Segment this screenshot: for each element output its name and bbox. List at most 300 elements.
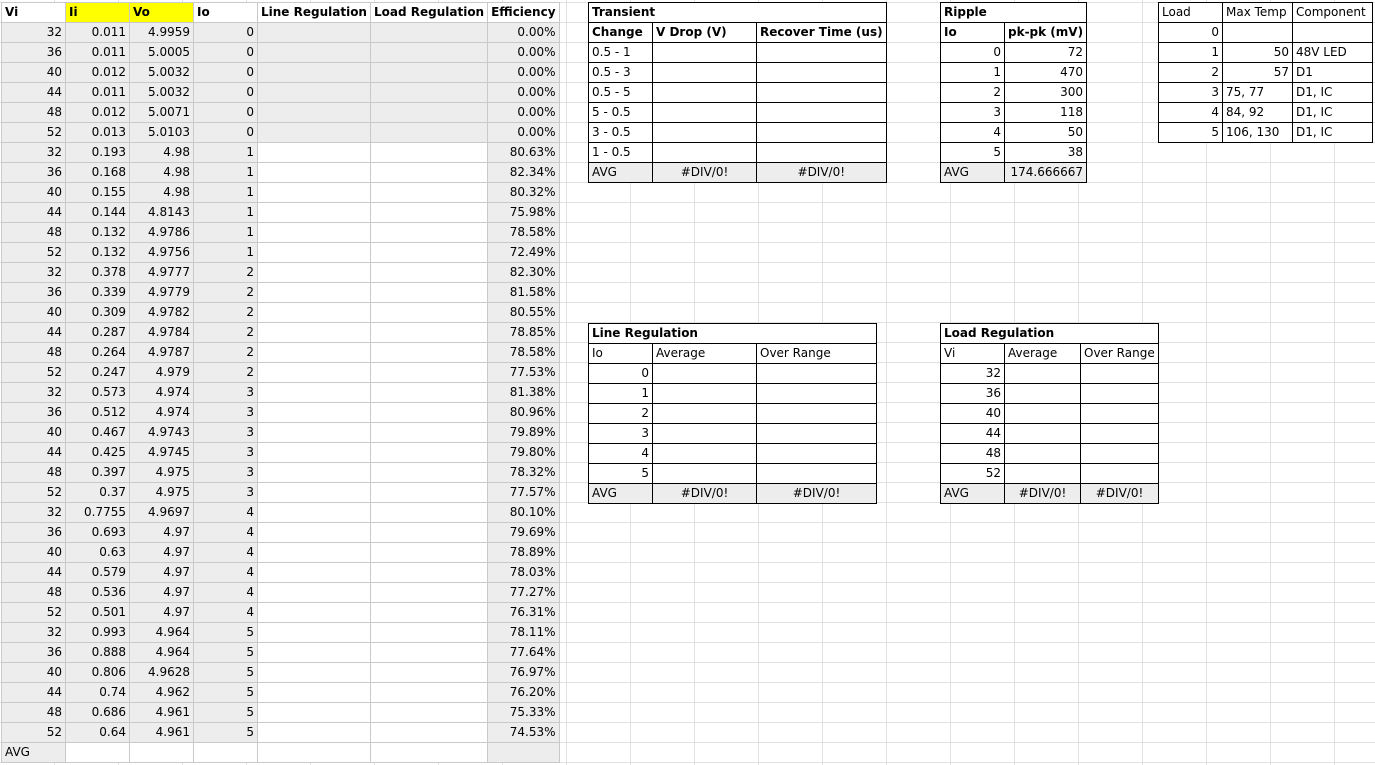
data-cell[interactable]: 4.9756 xyxy=(130,243,194,263)
data-cell[interactable] xyxy=(757,424,877,444)
data-cell[interactable]: 77.64% xyxy=(488,643,559,663)
data-cell[interactable] xyxy=(370,483,487,503)
avg-value[interactable]: #DIV/0! xyxy=(757,484,877,504)
data-cell[interactable]: 40 xyxy=(2,63,66,83)
data-cell[interactable]: 44 xyxy=(2,683,66,703)
data-cell[interactable] xyxy=(370,423,487,443)
data-cell[interactable]: 44 xyxy=(2,203,66,223)
data-cell[interactable] xyxy=(258,183,371,203)
column-header[interactable]: pk-pk (mV) xyxy=(1005,23,1087,43)
avg-value[interactable]: #DIV/0! xyxy=(1081,484,1159,504)
data-cell[interactable]: 76.20% xyxy=(488,683,559,703)
data-cell[interactable]: 2 xyxy=(194,263,258,283)
data-cell[interactable] xyxy=(1081,404,1159,424)
column-header[interactable]: Io xyxy=(941,23,1005,43)
data-cell[interactable]: 44 xyxy=(2,83,66,103)
data-cell[interactable] xyxy=(370,623,487,643)
data-cell[interactable]: 44 xyxy=(941,424,1005,444)
data-cell[interactable]: 36 xyxy=(2,403,66,423)
data-cell[interactable] xyxy=(653,123,757,143)
data-cell[interactable]: 80.96% xyxy=(488,403,559,423)
data-cell[interactable]: 0.806 xyxy=(66,663,130,683)
data-cell[interactable]: 3 xyxy=(194,403,258,423)
data-cell[interactable] xyxy=(757,43,887,63)
data-cell[interactable] xyxy=(258,63,371,83)
data-cell[interactable]: 48 xyxy=(2,223,66,243)
data-cell[interactable]: 4.98 xyxy=(130,163,194,183)
avg-label[interactable]: AVG xyxy=(589,163,653,183)
column-header[interactable]: Load xyxy=(1159,3,1223,23)
data-cell[interactable] xyxy=(258,23,371,43)
data-cell[interactable] xyxy=(653,424,757,444)
data-cell[interactable] xyxy=(757,404,877,424)
data-cell[interactable]: 40 xyxy=(2,303,66,323)
data-cell[interactable]: 4.975 xyxy=(130,483,194,503)
data-cell[interactable]: 80.55% xyxy=(488,303,559,323)
data-cell[interactable] xyxy=(757,123,887,143)
data-cell[interactable]: 52 xyxy=(2,363,66,383)
data-cell[interactable]: 0.378 xyxy=(66,263,130,283)
data-cell[interactable]: 32 xyxy=(941,364,1005,384)
data-cell[interactable] xyxy=(370,723,487,743)
data-cell[interactable] xyxy=(258,343,371,363)
avg-value[interactable]: #DIV/0! xyxy=(653,484,757,504)
avg-cell[interactable] xyxy=(370,743,487,763)
data-cell[interactable]: 118 xyxy=(1005,103,1087,123)
data-cell[interactable] xyxy=(1293,23,1373,43)
data-cell[interactable]: 78.58% xyxy=(488,343,559,363)
data-cell[interactable]: 0.00% xyxy=(488,43,559,63)
data-cell[interactable] xyxy=(258,723,371,743)
data-cell[interactable] xyxy=(370,543,487,563)
data-cell[interactable]: 52 xyxy=(2,603,66,623)
data-cell[interactable] xyxy=(258,463,371,483)
data-cell[interactable] xyxy=(370,563,487,583)
data-cell[interactable]: 78.85% xyxy=(488,323,559,343)
data-cell[interactable] xyxy=(370,683,487,703)
data-cell[interactable]: 3 xyxy=(194,443,258,463)
column-header[interactable]: Component xyxy=(1293,3,1373,23)
data-cell[interactable] xyxy=(258,583,371,603)
data-cell[interactable]: 0.193 xyxy=(66,143,130,163)
data-cell[interactable] xyxy=(653,143,757,163)
data-cell[interactable] xyxy=(653,404,757,424)
data-cell[interactable] xyxy=(370,343,487,363)
column-header[interactable]: Over Range xyxy=(1081,344,1159,364)
data-cell[interactable] xyxy=(258,543,371,563)
data-cell[interactable]: 5 xyxy=(941,143,1005,163)
avg-cell[interactable] xyxy=(258,743,371,763)
column-header[interactable]: Io xyxy=(589,344,653,364)
line_regulation-title[interactable]: Line Regulation xyxy=(589,324,877,344)
data-cell[interactable]: 0.37 xyxy=(66,483,130,503)
data-cell[interactable] xyxy=(370,143,487,163)
data-cell[interactable] xyxy=(1223,23,1293,43)
data-cell[interactable] xyxy=(258,643,371,663)
data-cell[interactable]: 4.98 xyxy=(130,143,194,163)
data-cell[interactable]: 3 - 0.5 xyxy=(589,123,653,143)
column-header[interactable]: Max Temp xyxy=(1223,3,1293,23)
data-cell[interactable]: 36 xyxy=(941,384,1005,404)
data-cell[interactable] xyxy=(258,483,371,503)
data-cell[interactable]: 0.00% xyxy=(488,123,559,143)
data-cell[interactable] xyxy=(258,223,371,243)
data-cell[interactable] xyxy=(370,103,487,123)
data-cell[interactable]: 0.5 - 3 xyxy=(589,63,653,83)
data-cell[interactable]: 2 xyxy=(589,404,653,424)
data-cell[interactable]: 40 xyxy=(941,404,1005,424)
data-cell[interactable] xyxy=(757,384,877,404)
data-cell[interactable]: 5 xyxy=(194,723,258,743)
data-cell[interactable]: 2 xyxy=(941,83,1005,103)
data-cell[interactable]: 36 xyxy=(2,283,66,303)
data-cell[interactable]: 0 xyxy=(194,103,258,123)
data-cell[interactable]: 40 xyxy=(2,183,66,203)
column-header[interactable]: Vi xyxy=(941,344,1005,364)
data-cell[interactable]: 0.397 xyxy=(66,463,130,483)
data-cell[interactable]: 0.011 xyxy=(66,23,130,43)
data-cell[interactable]: 0.013 xyxy=(66,123,130,143)
data-cell[interactable]: D1 xyxy=(1293,63,1373,83)
data-cell[interactable]: 0 xyxy=(194,23,258,43)
column-header[interactable]: Over Range xyxy=(757,344,877,364)
data-cell[interactable]: 0.693 xyxy=(66,523,130,543)
data-cell[interactable]: 1 xyxy=(1159,43,1223,63)
data-cell[interactable]: 4.97 xyxy=(130,563,194,583)
data-cell[interactable]: 0.888 xyxy=(66,643,130,663)
data-cell[interactable]: 57 xyxy=(1223,63,1293,83)
data-cell[interactable] xyxy=(757,464,877,484)
data-cell[interactable]: 4 xyxy=(194,543,258,563)
data-cell[interactable]: 0.264 xyxy=(66,343,130,363)
data-cell[interactable]: 2 xyxy=(194,343,258,363)
data-cell[interactable]: 0.012 xyxy=(66,103,130,123)
column-header[interactable]: Change xyxy=(589,23,653,43)
data-cell[interactable]: 4.97 xyxy=(130,543,194,563)
data-cell[interactable]: 48 xyxy=(941,444,1005,464)
data-cell[interactable]: 4.975 xyxy=(130,463,194,483)
data-cell[interactable] xyxy=(370,643,487,663)
data-cell[interactable] xyxy=(653,384,757,404)
data-cell[interactable]: 80.10% xyxy=(488,503,559,523)
data-cell[interactable]: 80.32% xyxy=(488,183,559,203)
data-cell[interactable]: 52 xyxy=(2,123,66,143)
avg-cell[interactable] xyxy=(130,743,194,763)
data-cell[interactable]: 1 xyxy=(194,143,258,163)
data-cell[interactable]: 32 xyxy=(2,23,66,43)
data-cell[interactable]: 5.0032 xyxy=(130,63,194,83)
data-cell[interactable]: 5 xyxy=(194,703,258,723)
data-cell[interactable] xyxy=(258,323,371,343)
data-cell[interactable]: 5.0005 xyxy=(130,43,194,63)
data-cell[interactable]: 82.34% xyxy=(488,163,559,183)
data-cell[interactable]: 72 xyxy=(1005,43,1087,63)
data-cell[interactable]: 5 - 0.5 xyxy=(589,103,653,123)
data-cell[interactable]: 50 xyxy=(1005,123,1087,143)
data-cell[interactable]: 0.579 xyxy=(66,563,130,583)
data-cell[interactable]: 80.63% xyxy=(488,143,559,163)
data-cell[interactable]: 3 xyxy=(194,483,258,503)
data-cell[interactable]: 78.89% xyxy=(488,543,559,563)
data-cell[interactable]: 0 xyxy=(1159,23,1223,43)
data-cell[interactable]: 0.425 xyxy=(66,443,130,463)
data-cell[interactable]: 4.962 xyxy=(130,683,194,703)
data-cell[interactable] xyxy=(370,223,487,243)
data-cell[interactable]: 0.512 xyxy=(66,403,130,423)
data-cell[interactable]: 78.03% xyxy=(488,563,559,583)
data-cell[interactable]: 75, 77 xyxy=(1223,83,1293,103)
data-cell[interactable]: 0.74 xyxy=(66,683,130,703)
data-cell[interactable]: 4 xyxy=(194,503,258,523)
data-cell[interactable] xyxy=(1005,364,1081,384)
data-cell[interactable]: 77.57% xyxy=(488,483,559,503)
data-cell[interactable]: 52 xyxy=(2,243,66,263)
data-cell[interactable]: 0.7755 xyxy=(66,503,130,523)
column-header-vo[interactable]: Vo xyxy=(130,3,194,23)
load_regulation-title[interactable]: Load Regulation xyxy=(941,324,1159,344)
data-cell[interactable]: 4.979 xyxy=(130,363,194,383)
column-header-io[interactable]: Io xyxy=(194,3,258,23)
data-cell[interactable]: 79.69% xyxy=(488,523,559,543)
data-cell[interactable] xyxy=(258,443,371,463)
data-cell[interactable]: 40 xyxy=(2,543,66,563)
data-cell[interactable]: 4.97 xyxy=(130,523,194,543)
data-cell[interactable]: 36 xyxy=(2,43,66,63)
data-cell[interactable]: 4.97 xyxy=(130,583,194,603)
data-cell[interactable] xyxy=(370,63,487,83)
data-cell[interactable] xyxy=(1005,384,1081,404)
data-cell[interactable]: 5.0032 xyxy=(130,83,194,103)
data-cell[interactable] xyxy=(258,83,371,103)
column-header-load-regulation[interactable]: Load Regulation xyxy=(370,3,487,23)
data-cell[interactable] xyxy=(370,263,487,283)
data-cell[interactable]: 44 xyxy=(2,323,66,343)
data-cell[interactable]: 50 xyxy=(1223,43,1293,63)
data-cell[interactable]: 1 xyxy=(194,203,258,223)
data-cell[interactable] xyxy=(757,364,877,384)
data-cell[interactable]: 5.0071 xyxy=(130,103,194,123)
data-cell[interactable] xyxy=(258,243,371,263)
data-cell[interactable] xyxy=(258,563,371,583)
data-cell[interactable]: 0.63 xyxy=(66,543,130,563)
data-cell[interactable]: 40 xyxy=(2,423,66,443)
column-header[interactable]: V Drop (V) xyxy=(653,23,757,43)
data-cell[interactable]: 32 xyxy=(2,263,66,283)
data-cell[interactable]: 4.9745 xyxy=(130,443,194,463)
data-cell[interactable]: 1 xyxy=(194,183,258,203)
data-cell[interactable]: 0.536 xyxy=(66,583,130,603)
data-cell[interactable]: 0.132 xyxy=(66,243,130,263)
data-cell[interactable]: 72.49% xyxy=(488,243,559,263)
data-cell[interactable]: 3 xyxy=(194,463,258,483)
data-cell[interactable]: 0.00% xyxy=(488,23,559,43)
data-cell[interactable]: 4.8143 xyxy=(130,203,194,223)
data-cell[interactable] xyxy=(258,363,371,383)
column-header-efficiency[interactable]: Efficiency xyxy=(488,3,559,23)
data-cell[interactable] xyxy=(370,83,487,103)
data-cell[interactable]: 4 xyxy=(194,563,258,583)
data-cell[interactable] xyxy=(653,43,757,63)
data-cell[interactable]: 0 xyxy=(589,364,653,384)
data-cell[interactable]: 4.961 xyxy=(130,723,194,743)
data-cell[interactable]: 48 xyxy=(2,103,66,123)
data-cell[interactable]: 4.9782 xyxy=(130,303,194,323)
data-cell[interactable] xyxy=(1081,444,1159,464)
data-cell[interactable]: 3 xyxy=(589,424,653,444)
transient-title[interactable]: Transient xyxy=(589,3,887,23)
data-cell[interactable]: 36 xyxy=(2,523,66,543)
data-cell[interactable]: 4.974 xyxy=(130,403,194,423)
data-cell[interactable]: 0 xyxy=(194,83,258,103)
data-cell[interactable]: 74.53% xyxy=(488,723,559,743)
data-cell[interactable] xyxy=(757,143,887,163)
data-cell[interactable]: 3 xyxy=(194,423,258,443)
data-cell[interactable]: 75.98% xyxy=(488,203,559,223)
data-cell[interactable]: D1, IC xyxy=(1293,123,1373,143)
data-cell[interactable]: 0.011 xyxy=(66,83,130,103)
data-cell[interactable] xyxy=(370,43,487,63)
data-cell[interactable]: 48 xyxy=(2,583,66,603)
data-cell[interactable]: 44 xyxy=(2,443,66,463)
data-cell[interactable] xyxy=(258,143,371,163)
data-cell[interactable] xyxy=(370,123,487,143)
avg-label[interactable]: AVG xyxy=(2,743,66,763)
data-cell[interactable] xyxy=(1005,444,1081,464)
data-cell[interactable]: 77.27% xyxy=(488,583,559,603)
column-header[interactable]: Average xyxy=(1005,344,1081,364)
data-cell[interactable]: 75.33% xyxy=(488,703,559,723)
data-cell[interactable]: 4.9743 xyxy=(130,423,194,443)
data-cell[interactable]: 0.64 xyxy=(66,723,130,743)
data-cell[interactable] xyxy=(258,383,371,403)
data-cell[interactable]: 4.9628 xyxy=(130,663,194,683)
data-cell[interactable]: 2 xyxy=(194,363,258,383)
data-cell[interactable] xyxy=(370,523,487,543)
data-cell[interactable] xyxy=(370,363,487,383)
avg-efficiency-cell[interactable] xyxy=(488,743,559,763)
data-cell[interactable]: 4 xyxy=(1159,103,1223,123)
avg-value[interactable]: #DIV/0! xyxy=(1005,484,1081,504)
data-cell[interactable]: 40 xyxy=(2,663,66,683)
data-cell[interactable]: 1 xyxy=(194,243,258,263)
avg-value[interactable]: #DIV/0! xyxy=(653,163,757,183)
data-cell[interactable]: 0 xyxy=(194,123,258,143)
data-cell[interactable]: 0.168 xyxy=(66,163,130,183)
data-cell[interactable] xyxy=(1081,384,1159,404)
data-cell[interactable]: 48 xyxy=(2,343,66,363)
column-header[interactable]: Recover Time (us) xyxy=(757,23,887,43)
data-cell[interactable] xyxy=(370,283,487,303)
data-cell[interactable] xyxy=(258,303,371,323)
column-header-vi[interactable]: Vi xyxy=(2,3,66,23)
data-cell[interactable]: 32 xyxy=(2,383,66,403)
avg-value[interactable]: 174.666667 xyxy=(1005,163,1087,183)
data-cell[interactable]: 4 xyxy=(194,523,258,543)
data-cell[interactable]: 4.9697 xyxy=(130,503,194,523)
data-cell[interactable]: 0.144 xyxy=(66,203,130,223)
data-cell[interactable]: 4.98 xyxy=(130,183,194,203)
data-cell[interactable]: 0.247 xyxy=(66,363,130,383)
data-cell[interactable] xyxy=(258,123,371,143)
data-cell[interactable]: 4.9786 xyxy=(130,223,194,243)
data-cell[interactable] xyxy=(370,503,487,523)
ripple-title[interactable]: Ripple xyxy=(941,3,1087,23)
data-cell[interactable]: 1 xyxy=(589,384,653,404)
data-cell[interactable] xyxy=(653,63,757,83)
avg-label[interactable]: AVG xyxy=(941,163,1005,183)
data-cell[interactable] xyxy=(1081,424,1159,444)
data-cell[interactable]: 5 xyxy=(194,683,258,703)
data-cell[interactable] xyxy=(258,163,371,183)
data-cell[interactable] xyxy=(370,703,487,723)
data-cell[interactable]: 4.9777 xyxy=(130,263,194,283)
data-cell[interactable]: 4.9784 xyxy=(130,323,194,343)
data-cell[interactable]: 106, 130 xyxy=(1223,123,1293,143)
data-cell[interactable] xyxy=(370,203,487,223)
data-cell[interactable]: 0 xyxy=(194,43,258,63)
data-cell[interactable] xyxy=(258,403,371,423)
data-cell[interactable]: 84, 92 xyxy=(1223,103,1293,123)
data-cell[interactable] xyxy=(258,283,371,303)
column-header[interactable]: Average xyxy=(653,344,757,364)
data-cell[interactable]: 36 xyxy=(2,643,66,663)
data-cell[interactable] xyxy=(757,444,877,464)
data-cell[interactable] xyxy=(258,503,371,523)
data-cell[interactable]: 5 xyxy=(194,643,258,663)
avg-cell[interactable] xyxy=(194,743,258,763)
data-cell[interactable]: 0.132 xyxy=(66,223,130,243)
data-cell[interactable] xyxy=(370,583,487,603)
data-cell[interactable] xyxy=(1005,464,1081,484)
data-cell[interactable]: 1 xyxy=(194,223,258,243)
data-cell[interactable]: 48V LED xyxy=(1293,43,1373,63)
data-cell[interactable] xyxy=(1081,364,1159,384)
data-cell[interactable] xyxy=(1005,424,1081,444)
data-cell[interactable] xyxy=(370,463,487,483)
data-cell[interactable]: 3 xyxy=(941,103,1005,123)
data-cell[interactable] xyxy=(258,523,371,543)
data-cell[interactable]: 78.58% xyxy=(488,223,559,243)
data-cell[interactable] xyxy=(757,83,887,103)
data-cell[interactable]: 4.97 xyxy=(130,603,194,623)
avg-value[interactable]: #DIV/0! xyxy=(757,163,887,183)
data-cell[interactable]: 48 xyxy=(2,463,66,483)
data-cell[interactable]: 4 xyxy=(589,444,653,464)
data-cell[interactable]: 0.00% xyxy=(488,83,559,103)
data-cell[interactable]: 81.58% xyxy=(488,283,559,303)
data-cell[interactable]: D1, IC xyxy=(1293,83,1373,103)
data-cell[interactable] xyxy=(757,63,887,83)
data-cell[interactable]: 4.974 xyxy=(130,383,194,403)
data-cell[interactable] xyxy=(370,443,487,463)
data-cell[interactable]: 470 xyxy=(1005,63,1087,83)
data-cell[interactable] xyxy=(1081,464,1159,484)
data-cell[interactable] xyxy=(370,243,487,263)
data-cell[interactable]: 32 xyxy=(2,143,66,163)
data-cell[interactable]: 5 xyxy=(194,663,258,683)
data-cell[interactable]: 0.00% xyxy=(488,63,559,83)
data-cell[interactable]: 78.11% xyxy=(488,623,559,643)
column-header-line-regulation[interactable]: Line Regulation xyxy=(258,3,371,23)
data-cell[interactable]: 4.9959 xyxy=(130,23,194,43)
column-header-ii[interactable]: Ii xyxy=(66,3,130,23)
data-cell[interactable]: 0.686 xyxy=(66,703,130,723)
data-cell[interactable] xyxy=(370,23,487,43)
data-cell[interactable]: 5 xyxy=(1159,123,1223,143)
data-cell[interactable]: 44 xyxy=(2,563,66,583)
data-cell[interactable] xyxy=(370,603,487,623)
data-cell[interactable]: D1, IC xyxy=(1293,103,1373,123)
